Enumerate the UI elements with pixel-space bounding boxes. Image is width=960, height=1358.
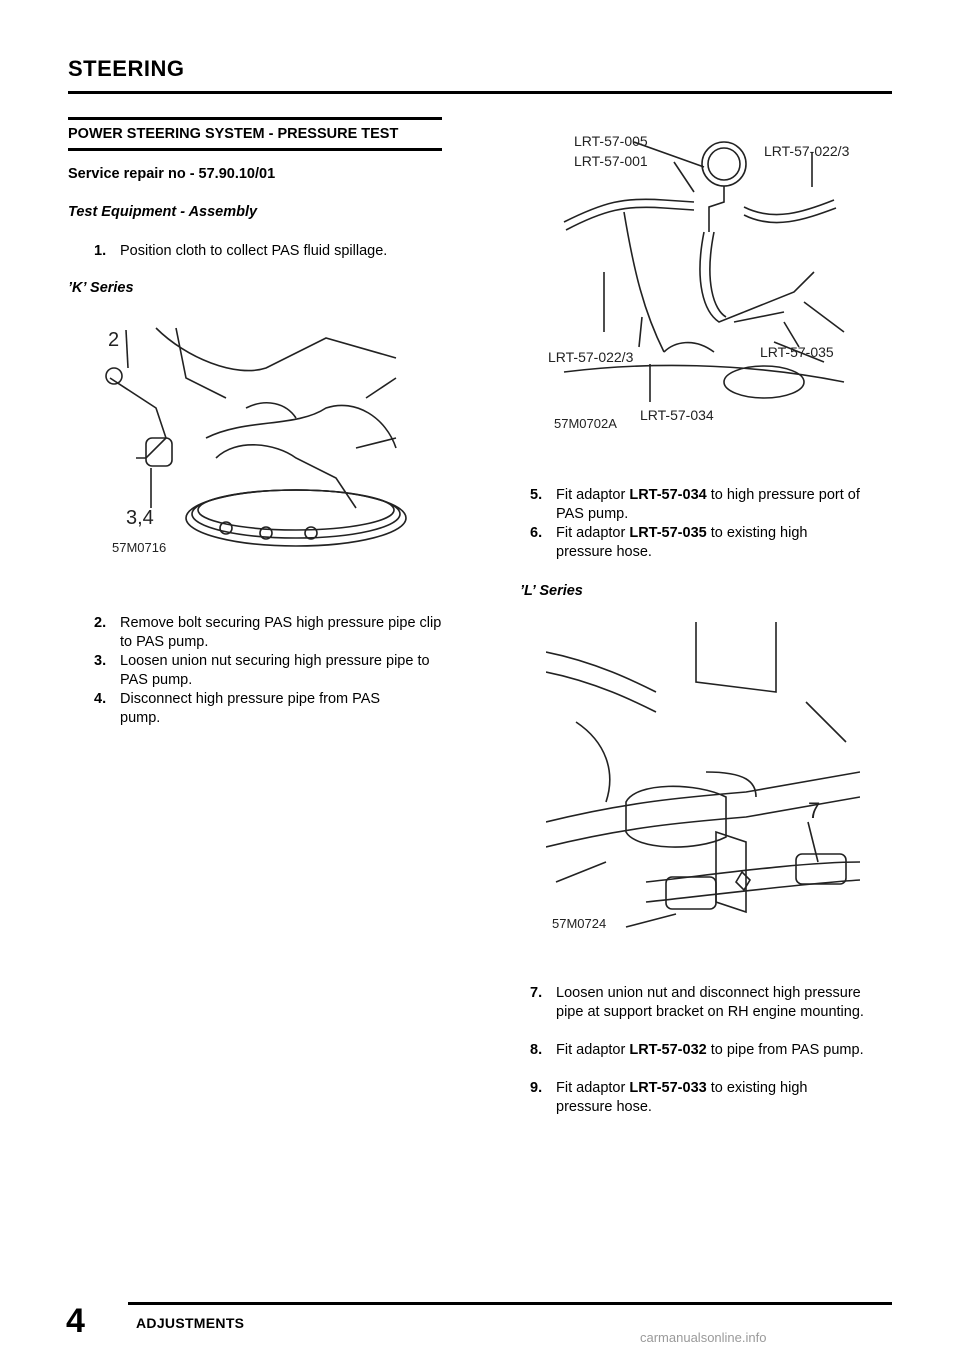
footer-rule <box>128 1302 892 1305</box>
step-3 <box>94 652 444 690</box>
tool-ref: LRT-57-035 <box>629 525 707 541</box>
l-callout-7: 7 <box>808 798 821 823</box>
step-number: 8. <box>530 1042 543 1058</box>
callout-lrt-57-022-3-top: LRT-57-022/3 <box>764 143 850 159</box>
callout-lrt-57-022-3-bottom: LRT-57-022/3 <box>548 349 634 365</box>
subheading-test-equipment: Test Equipment - Assembly <box>68 204 258 220</box>
l-series-label: ’L’ Series <box>520 583 583 599</box>
section-rule-top <box>68 117 442 120</box>
step-text: Position cloth to collect PAS fluid spillage. <box>120 243 388 259</box>
k-figure-code: 57M0716 <box>112 540 167 555</box>
tool-ref: LRT-57-032 <box>629 1042 707 1058</box>
tool-ref: LRT-57-033 <box>629 1080 707 1096</box>
step-text: Loosen union nut securing high pressure pipe to PAS pump. <box>120 653 430 688</box>
step-5 <box>530 486 892 524</box>
section-rule-bottom <box>68 148 442 151</box>
step-8 <box>530 1041 892 1079</box>
step-number: 3. <box>94 653 107 669</box>
service-repair-number: Service repair no - 57.90.10/01 <box>68 166 276 182</box>
l-figure-code: 57M0724 <box>552 916 607 931</box>
page-number: 4 <box>66 1302 85 1340</box>
figure-k-series-pump <box>96 318 414 562</box>
tools-figure-code: 57M0702A <box>554 416 617 431</box>
step-7 <box>530 984 892 1041</box>
step-text: Fit adaptor LRT-57-032 to pipe from PAS pump. <box>556 1042 864 1058</box>
callout-lrt-57-005: LRT-57-005 <box>574 133 648 149</box>
figure-l-series-bracket <box>546 622 860 936</box>
callout-lrt-57-034: LRT-57-034 <box>640 407 714 423</box>
step-text: Fit adaptor LRT-57-035 to existing high pressure hose. <box>556 525 808 560</box>
k-callout-3-4: 3,4 <box>126 507 154 529</box>
watermark: carmanualsonline.info <box>640 1330 767 1345</box>
step-text: Fit adaptor LRT-57-034 to high pressure port of PAS pump. <box>556 487 860 522</box>
footer-section: ADJUSTMENTS <box>136 1315 245 1331</box>
step-9 <box>530 1079 892 1117</box>
step-number: 6. <box>530 525 543 541</box>
step-4 <box>94 690 444 728</box>
step-2 <box>94 614 444 652</box>
callout-lrt-57-001: LRT-57-001 <box>574 153 648 169</box>
step-text: Loosen union nut and disconnect high pressure pipe at support bracket on RH engine mounting. <box>556 985 864 1020</box>
step-number: 9. <box>530 1080 543 1096</box>
step-number: 7. <box>530 985 543 1001</box>
step-number: 5. <box>530 487 543 503</box>
k-series-label: ’K’ Series <box>68 280 134 296</box>
step-number: 4. <box>94 691 107 707</box>
section-title: POWER STEERING SYSTEM - PRESSURE TEST <box>68 126 399 142</box>
step-text: Remove bolt securing PAS high pressure pipe clip to PAS pump. <box>120 615 442 650</box>
step-number: 1. <box>94 243 107 259</box>
tool-ref: LRT-57-034 <box>629 487 707 503</box>
step-text: Fit adaptor LRT-57-033 to existing high pressure hose. <box>556 1080 808 1115</box>
step-text: Disconnect high pressure pipe from PAS pump. <box>120 691 381 726</box>
k-callout-2: 2 <box>108 329 120 351</box>
callout-lrt-57-035: LRT-57-035 <box>760 344 834 360</box>
header-rule <box>68 91 892 94</box>
page-header-title: STEERING <box>68 56 185 81</box>
step-number: 2. <box>94 615 107 631</box>
figure-test-equipment-assembly <box>544 112 866 438</box>
step-6 <box>530 524 892 562</box>
